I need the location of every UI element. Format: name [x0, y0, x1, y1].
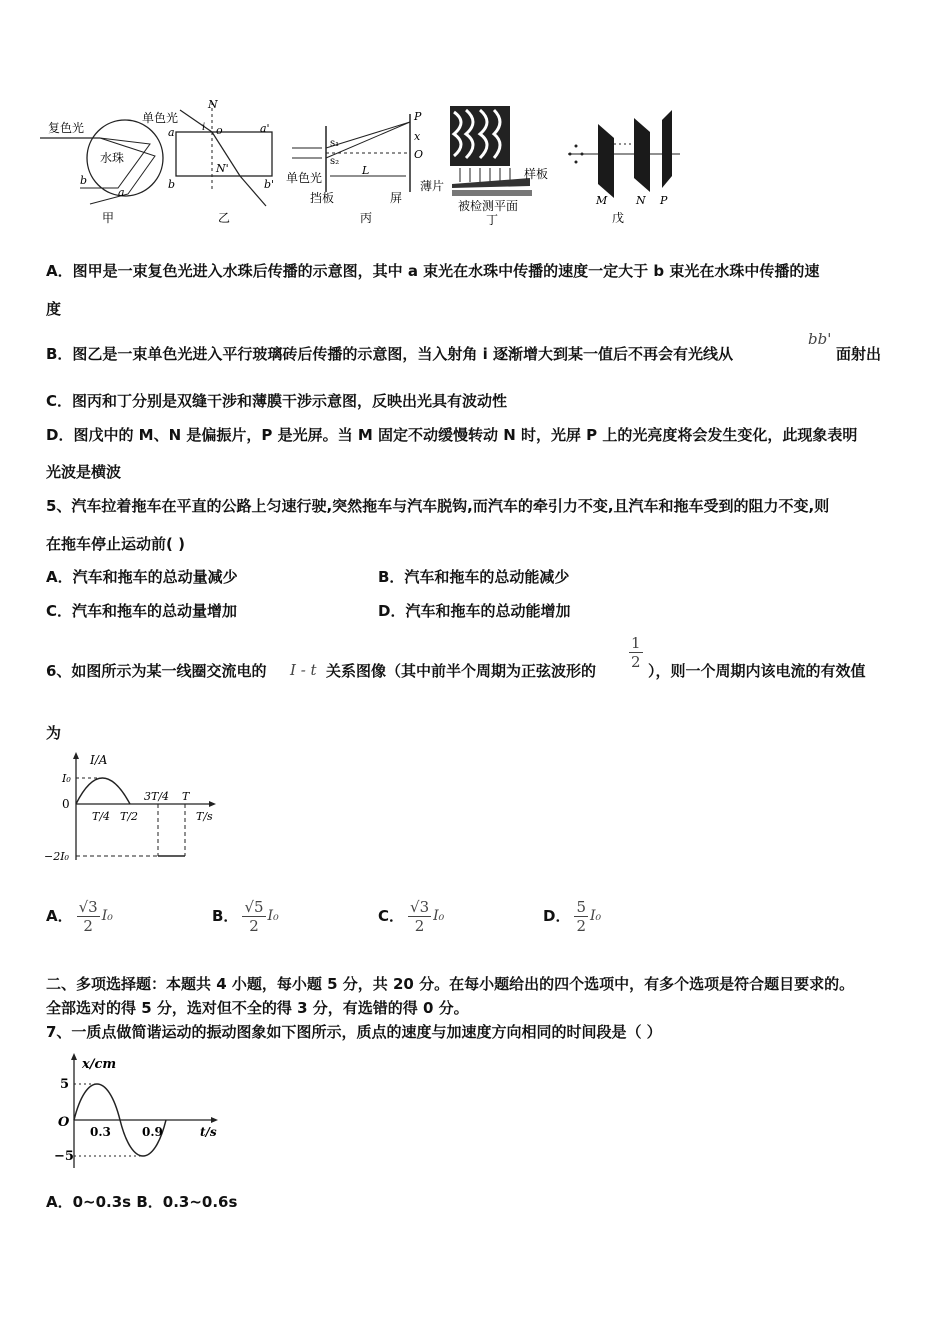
q6-T34: 3T/4 [144, 790, 170, 803]
q6-stem-part3: ），则一个周期内该电流的有效值 [648, 662, 866, 680]
q7-origin: O [58, 1115, 70, 1130]
label-yi: 乙 [218, 211, 231, 225]
q5-stem-line2: 在拖车停止运动前( ) [46, 535, 185, 553]
q6-stem-it: I - t [290, 661, 317, 679]
q6-option-c-frac [408, 898, 431, 935]
label-b: b [80, 174, 88, 187]
q6-option-b [212, 888, 279, 944]
label-L: L [362, 164, 370, 177]
q4-option-c: C．图丙和丁分别是双缝干涉和薄膜干涉示意图，反映出光具有波动性 [46, 392, 508, 410]
label-Pw: P [660, 194, 668, 207]
q5-stem-line1: 5、汽车拉着拖车在平直的公路上匀速行驶,突然拖车与汽车脱钩,而汽车的牵引力不变,且汽车和拖车受到的阻力不变,则 [46, 497, 830, 515]
q6-zero: 0 [62, 797, 70, 811]
q6-option-d-frac [574, 898, 588, 935]
label-fuseguang: 复色光 [48, 121, 85, 135]
q6-option-d [543, 888, 601, 944]
label-shuizhu: 水珠 [100, 151, 125, 165]
label-bing: 丙 [360, 211, 373, 225]
q5-option-b: B．汽车和拖车的总动能减少 [378, 568, 570, 586]
label-wu: 戊 [612, 211, 625, 225]
q6-stem-part2: 关系图像（其中前半个周期为正弦波形的 [326, 662, 597, 680]
label-s1: s₁ [330, 138, 340, 149]
label-yangban: 样板 [524, 167, 549, 181]
label-i: i [202, 122, 206, 133]
figure-bing [286, 110, 423, 225]
q6-option-b-var: I₀ [267, 908, 279, 924]
q7-y5: 5 [60, 1077, 70, 1092]
label-Nw: N [636, 194, 646, 207]
q6-stem-part1: 6、如图所示为某一线圈交流电的 [46, 662, 267, 680]
q6-option-d-den: 2 [576, 916, 586, 935]
label-ding: 丁 [486, 213, 499, 227]
q6-stem-line2: 为 [46, 724, 62, 742]
q7-stem: 7、一质点做简谐运动的振动图象如下图所示，质点的速度与加速度方向相同的时间段是（ ） [46, 1023, 662, 1041]
q4-option-b: B．图乙是一束单色光进入平行玻璃砖后传播的示意图，当入射角 i 逐渐增大到某一值后不再会有光线从 [46, 345, 734, 363]
q4-option-d-line1: D．图戊中的 M、N 是偏振片，P 是光屏。当 M 固定不动缓慢转动 N 时，光屏 P 上的光亮度将会发生变化，此现象表明 [46, 426, 858, 444]
q6-fraction-half [629, 634, 643, 671]
q6-T2: T/2 [120, 810, 139, 823]
q6-option-b-label: B． [212, 907, 239, 925]
q6-fraction-den: 2 [631, 653, 641, 671]
figure-ding [420, 106, 548, 227]
q6-option-a-var: I₀ [101, 908, 113, 924]
q5-option-c: C．汽车和拖车的总动量增加 [46, 602, 238, 620]
label-danseguang: 单色光 [142, 111, 179, 125]
figure-wu [568, 110, 680, 225]
label-N: N [208, 98, 218, 111]
q6-option-c-num: √3 [410, 897, 430, 916]
q6-option-a-label: A． [46, 907, 73, 925]
q6-option-c-var: I₀ [433, 908, 445, 924]
label-M: M [596, 194, 608, 207]
q4-option-d-line2: 光波是横波 [46, 463, 122, 481]
q6-option-c-den: 2 [414, 916, 425, 935]
q7-vibration-graph [44, 1050, 224, 1174]
label-ping: 屏 [390, 191, 403, 205]
q4-option-b-symbol: bb' [808, 330, 832, 348]
q6-T4: T/4 [92, 810, 111, 823]
section2-line2: 全部选对的得 5 分，选对但不全的得 3 分，有选错的得 0 分。 [46, 999, 469, 1017]
q7-xlabel: t/s [200, 1125, 217, 1139]
q5-option-d: D．汽车和拖车的总动能增加 [378, 602, 571, 620]
q6-I0: I₀ [62, 772, 71, 785]
label-O: O [414, 148, 424, 161]
figure-yi [142, 98, 274, 225]
q4-option-b-tail: 面射出 [836, 345, 882, 363]
q7-t09: 0.9 [142, 1125, 163, 1139]
q6-option-b-frac [242, 898, 265, 935]
label-a-yi: a [168, 126, 175, 139]
q6-ylabel: I/A [90, 753, 108, 767]
optics-figures [40, 96, 700, 230]
q6-option-c-label: C． [378, 907, 405, 925]
q6-option-d-label: D． [543, 907, 571, 925]
label-danseguang2: 单色光 [286, 171, 323, 185]
q4-option-a-line1: A．图甲是一束复色光进入水珠后传播的示意图，其中 a 束光在水珠中传播的速度一定大于 b 束光在水珠中传播的速 [46, 262, 820, 280]
q6-option-a-frac [77, 898, 100, 935]
label-a: a [118, 186, 125, 199]
q6-option-a [46, 888, 113, 944]
label-jiancepingmian: 被检测平面 [458, 199, 519, 213]
q6-option-c [378, 888, 444, 944]
label-baopian: 薄片 [420, 179, 445, 193]
q4-option-a-line2: 度 [46, 300, 62, 318]
q6-option-b-num: √5 [244, 897, 264, 916]
q6-minus2I0: −2I₀ [44, 850, 69, 863]
q6-fraction-num: 1 [631, 634, 641, 652]
q6-option-d-num: 5 [576, 897, 586, 916]
figure-jia [40, 120, 163, 225]
q6-option-a-num: √3 [78, 897, 98, 916]
label-s2: s₂ [330, 156, 340, 167]
q6-option-a-den: 2 [83, 916, 93, 935]
q7-options: A．0~0.3s B．0.3~0.6s [46, 1193, 238, 1211]
label-dangban: 挡板 [310, 191, 335, 205]
q7-t03: 0.3 [90, 1125, 111, 1139]
q7-ylabel: x/cm [82, 1057, 117, 1072]
q7-yneg5: −5 [54, 1149, 74, 1164]
label-jia: 甲 [102, 211, 115, 225]
label-b-yi: b [168, 178, 176, 191]
label-Nprime: N' [216, 162, 229, 175]
q6-xlabel: T/s [196, 810, 213, 823]
q6-current-graph [40, 750, 230, 870]
label-aprime: a' [260, 122, 270, 135]
q6-T: T [182, 790, 190, 803]
label-P: P [414, 110, 422, 123]
section2-line1: 二、多项选择题：本题共 4 小题，每小题 5 分，共 20 分。在每小题给出的四个选项中，有多个选项是符合题目要求的。 [46, 975, 855, 993]
q6-option-b-den: 2 [249, 916, 259, 935]
label-bprime: b' [264, 178, 275, 191]
q5-option-a: A．汽车和拖车的总动量减少 [46, 568, 238, 586]
label-x: x [414, 130, 421, 143]
q6-option-d-var: I₀ [590, 908, 602, 924]
label-o: o [216, 124, 223, 137]
